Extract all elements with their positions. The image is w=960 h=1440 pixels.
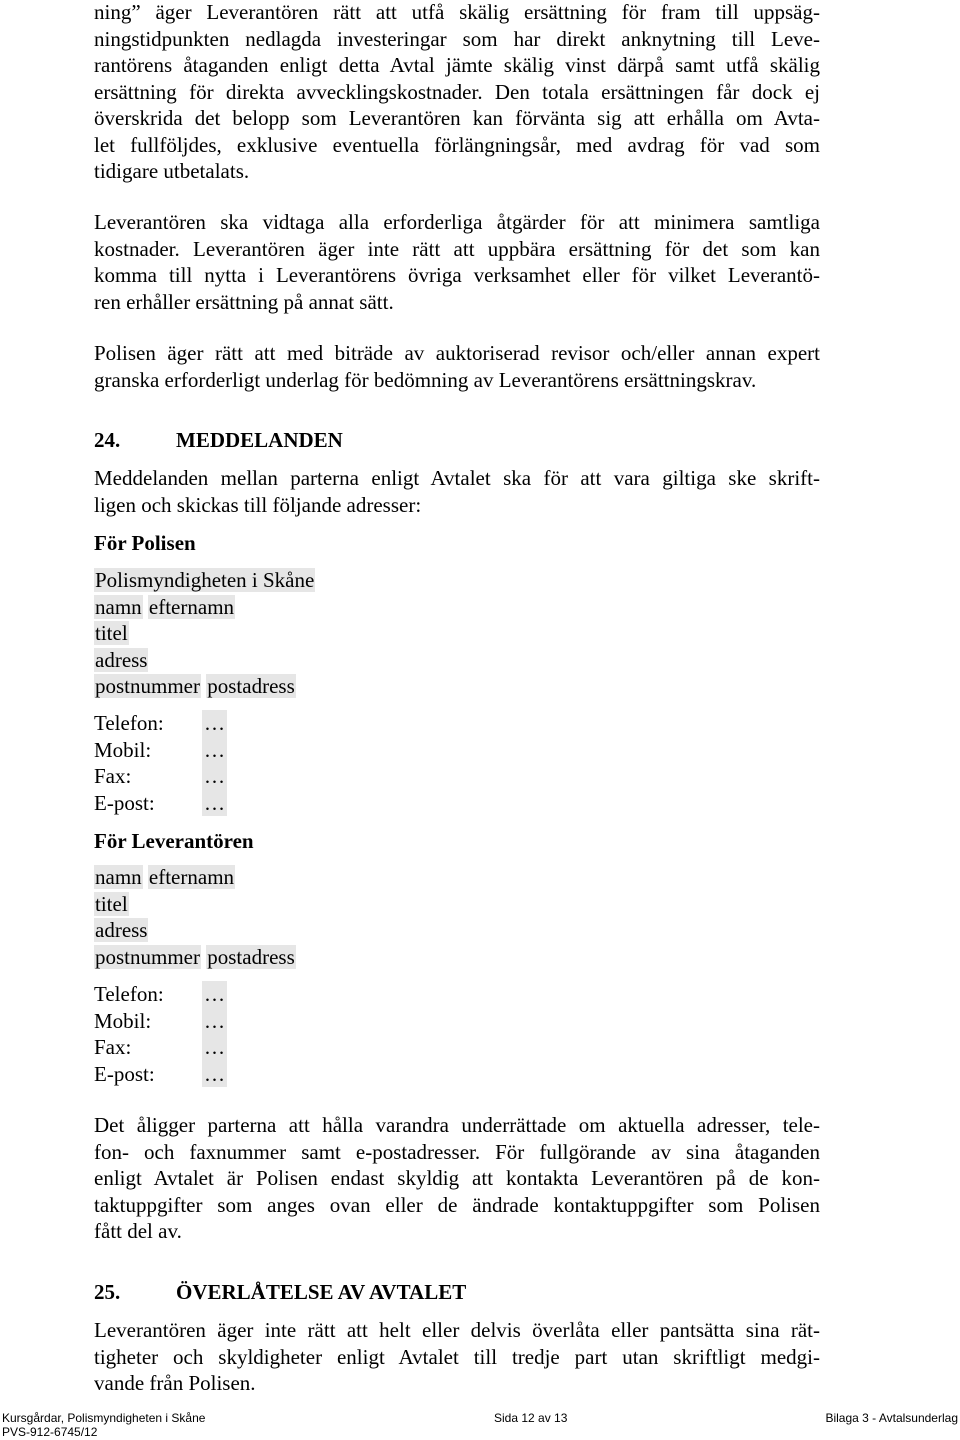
section-number: 25. (94, 1280, 121, 1304)
paragraph-assignment (94, 1317, 820, 1397)
contact-label: E-post: (94, 1061, 155, 1086)
postal-address-field: postadress (207, 944, 295, 969)
text-line: taktuppgifter som anges ovan eller de ändrade kontaktuppgifter som Polisen (94, 1192, 820, 1217)
contact-row-fax (94, 1034, 227, 1061)
contact-label: E-post: (94, 790, 155, 815)
text-line: ningstidpunkten nedlagda investeringar som har direkt anknytning till Leve- (94, 26, 820, 51)
contact-value: … (204, 982, 225, 1006)
postal-code-field: postnummer (95, 944, 200, 969)
first-name-field: namn (95, 594, 142, 619)
paragraph-audit-right (94, 340, 820, 393)
paragraph-termination-compensation (94, 0, 820, 185)
text-line: enligt Avtalet är Polisen endast skyldig att kontakta Leverantören på de kon- (94, 1166, 820, 1190)
paragraph-address-updates (94, 1112, 820, 1245)
contact-value: … (204, 1061, 225, 1086)
polisen-heading: För Polisen (94, 531, 196, 555)
contact-value: … (204, 1035, 225, 1059)
address-line (94, 673, 315, 700)
text-line: tidigare utbetalats. (94, 159, 250, 183)
address-line (94, 567, 315, 594)
org-name-field: Polismyndigheten i Skåne (95, 568, 315, 592)
text-line: Polisen äger rätt att med biträde av auktoriserad revisor och/eller annan expert (94, 341, 820, 365)
contact-row-phone (94, 710, 227, 737)
title-field: titel (95, 621, 128, 645)
footer-document-title: Kursgårdar, Polismyndigheten i Skåne (2, 1411, 206, 1425)
section-title: MEDDELANDEN (176, 428, 343, 452)
text-line: ligen och skickas till följande adresser: (94, 492, 422, 517)
contact-label: Telefon: (94, 711, 164, 735)
text-line: ersättning för direkta avvecklingskostnader. Den totala ersättningen får dock ej (94, 79, 820, 104)
text-line: överskrida det belopp som Leverantören kan förvänta sig att erhålla om Avta- (94, 106, 820, 130)
text-line: fått del av. (94, 1219, 182, 1243)
address-line (94, 891, 296, 918)
last-name-field: efternamn (148, 594, 235, 619)
contact-row-phone (94, 981, 227, 1008)
address-line (94, 594, 315, 621)
section-number: 24. (94, 428, 121, 452)
street-address-field: adress (95, 647, 148, 672)
footer-attachment-label: Bilaga 3 - Avtalsunderlag (825, 1411, 958, 1425)
contact-label: Fax: (94, 1035, 132, 1059)
contact-row-email (94, 790, 227, 817)
first-name-field: namn (95, 865, 142, 889)
contact-label: Fax: (94, 764, 132, 788)
postal-address-field: postadress (207, 674, 295, 698)
contact-value: … (204, 1008, 225, 1033)
text-line: komma till nytta i Leverantörens övriga verksamhet eller för vilket Leverantö- (94, 263, 820, 287)
contact-value: … (204, 737, 225, 762)
contact-row-email (94, 1061, 227, 1088)
text-line: Leverantören äger inte rätt att helt eller delvis överlåta eller pantsätta sina rät- (94, 1318, 820, 1342)
text-line: Leverantören ska vidtaga alla erforderliga åtgärder för att minimera samtliga (94, 210, 820, 234)
postal-code-field: postnummer (95, 674, 200, 698)
street-address-field: adress (95, 918, 148, 942)
section-title: ÖVERLÅTELSE AV AVTALET (176, 1280, 467, 1304)
polisen-contact-block (94, 710, 227, 816)
address-line (94, 917, 296, 944)
leverantoren-heading: För Leverantören (94, 829, 254, 853)
address-line (94, 944, 296, 971)
footer-document-number: PVS-912-6745/12 (2, 1425, 98, 1439)
text-line: Det åligger parterna att hålla varandra underrättade om aktuella adresser, tele- (94, 1113, 820, 1137)
text-line: let fullföljdes, exklusive eventuella förlängningsår, med avdrag för vad som (94, 132, 820, 157)
text-line: ning” äger Leverantören rätt att utfå skälig ersättning för fram till uppsäg- (94, 0, 820, 24)
leverantoren-contact-block (94, 981, 227, 1087)
address-line (94, 620, 315, 647)
section-heading-25 (94, 1279, 466, 1305)
text-line: ren erhåller ersättning på annat sätt. (94, 289, 394, 314)
text-line: fon- och faxnummer samt e-postadresser. För fullgörande av sina åtaganden (94, 1139, 820, 1164)
text-line: kostnader. Leverantören äger inte rätt att uppbära ersättning för det som kan (94, 236, 820, 261)
contact-row-mobile (94, 737, 227, 764)
paragraph-minimize-costs (94, 209, 820, 315)
contact-value: … (204, 790, 225, 815)
text-line: rantörens åtaganden enligt detta Avtal jämte skälig vinst därpå samt utfå skälig (94, 53, 820, 77)
contact-value: … (204, 764, 225, 788)
address-line (94, 864, 296, 891)
contact-label: Mobil: (94, 737, 152, 762)
title-field: titel (95, 891, 128, 916)
contact-row-mobile (94, 1008, 227, 1035)
text-line: vande från Polisen. (94, 1371, 256, 1395)
leverantoren-address-block (94, 864, 296, 970)
text-line: granska erforderligt underlag för bedömning av Leverantörens ersättningskrav. (94, 367, 757, 392)
text-line: tigheter och skyldigheter enligt Avtalet till tredje part utan skriftligt medgi- (94, 1344, 820, 1369)
contact-label: Mobil: (94, 1008, 152, 1033)
section-heading-24 (94, 427, 343, 453)
paragraph-notices-intro (94, 465, 820, 518)
polisen-address-block (94, 567, 315, 700)
address-line (94, 647, 315, 674)
contact-value: … (204, 711, 225, 735)
footer-page-number: Sida 12 av 13 (494, 1411, 568, 1425)
text-line: Meddelanden mellan parterna enligt Avtalet ska för att vara giltiga ske skrift- (94, 466, 820, 490)
contact-label: Telefon: (94, 982, 164, 1006)
last-name-field: efternamn (148, 865, 235, 889)
contact-row-fax (94, 763, 227, 790)
